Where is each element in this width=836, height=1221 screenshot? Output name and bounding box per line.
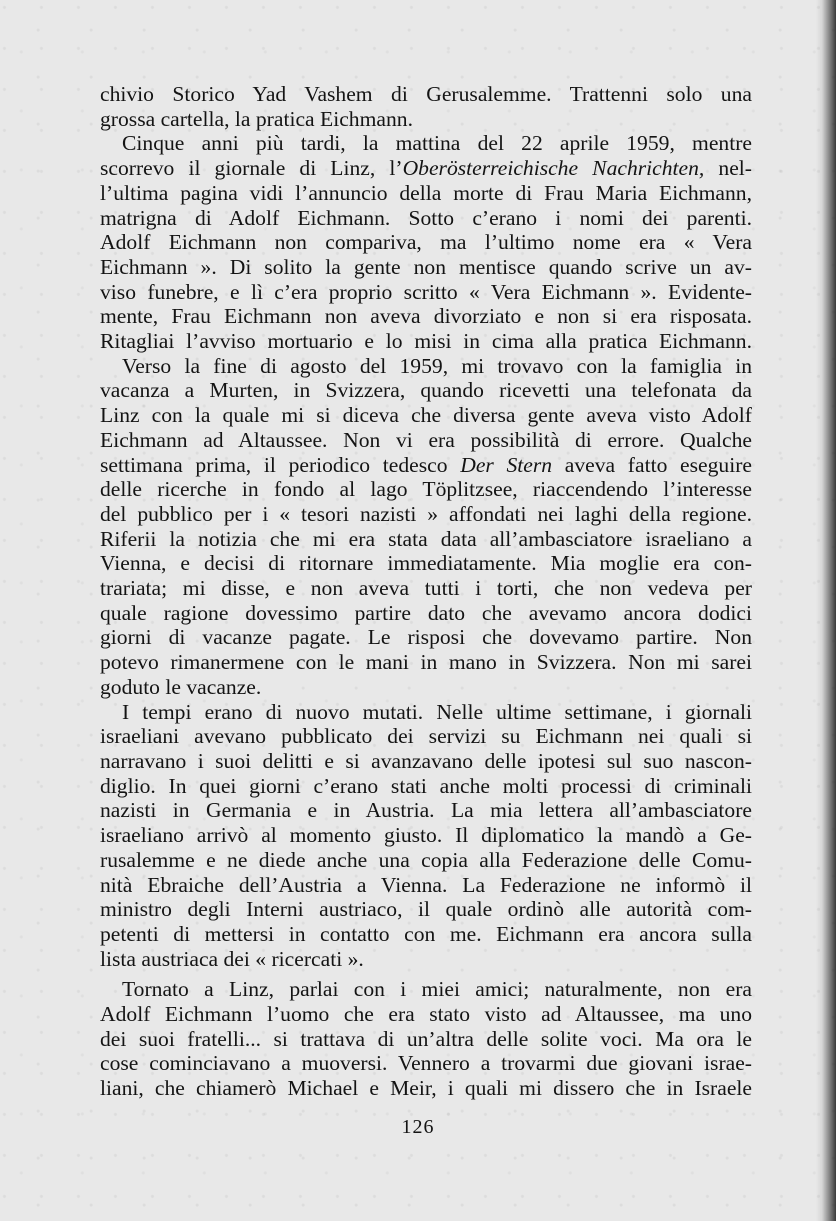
text-line: viso funebre, e lì c’era proprio scritto « Vera Eichmann ». Evidente- — [100, 279, 752, 304]
paragraph-first-line: Tornato a Linz, parlai con i miei amici; naturalmente, non era — [122, 977, 752, 1002]
text-line: narravano i suoi delitti e si avanzavano delle ipotesi sul suo nascon- — [100, 748, 752, 773]
text-line: Adolf Eichmann l’uomo che era stato visto ad Altaussee, ma uno — [100, 1002, 752, 1027]
text-line: nazisti in Germania e in Austria. La mia lettera all’ambasciatore — [100, 798, 752, 823]
text-line: dei suoi fratelli... si trattava di un’altra delle solite voci. Ma ora le — [100, 1026, 752, 1051]
paragraph-first-line: I tempi erano di nuovo mutati. Nelle ultime settimane, i giornali — [122, 699, 752, 724]
italic-title: Der Stern — [460, 452, 553, 477]
text-line: Eichmann ». Di solito la gente non mentisce quando scrive un av- — [100, 254, 752, 279]
text-line: liani, che chiamerò Michael e Meir, i quali mi dissero che in Israele — [100, 1076, 752, 1101]
text-line: trariata; mi disse, e non aveva tutti i torti, che non vedeva per — [100, 576, 752, 601]
binding-shadow — [816, 0, 836, 1221]
text-line: potevo rimanermene con le mani in mano in Svizzera. Non mi sarei — [100, 650, 752, 675]
text-line: lista austriaca dei « ricercati ». — [100, 946, 364, 971]
text-line: diglio. In quei giorni c’erano stati anche molti processi di criminali — [100, 773, 752, 798]
text-line: Vienna, e decisi di ritornare immediatamente. Mia moglie era con- — [100, 551, 752, 576]
text-line: grossa cartella, la pratica Eichmann. — [100, 106, 413, 131]
page-number: 126 — [401, 1116, 435, 1138]
text-line: Ritagliai l’avviso mortuario e lo misi in cima alla pratica Eichmann. — [100, 329, 752, 354]
text-line: israeliani avevano pubblicato dei servizi su Eichmann nei quali si — [100, 724, 752, 749]
text-line: israeliano arrivò al momento giusto. Il diplomatico la mandò a Ge- — [100, 823, 752, 848]
text-line: del pubblico per i « tesori nazisti » affondati nei laghi della regione. — [100, 501, 752, 526]
text-line: Linz con la quale mi si diceva che diversa gente aveva visto Adolf — [100, 403, 752, 428]
body-text — [100, 82, 752, 1101]
text-line: goduto le vacanze. — [100, 674, 262, 699]
text-line: l’ultima pagina vidi l’annuncio della morte di Frau Maria Eichmann, — [100, 180, 752, 205]
text-line: petenti di mettersi in contatto con me. Eichmann era ancora sulla — [100, 921, 752, 946]
text-line: Adolf Eichmann non compariva, ma l’ultimo nome era « Vera — [100, 230, 752, 255]
italic-title: Oberösterreichische Nachrichten, — [402, 156, 705, 181]
text-line: vacanza a Murten, in Svizzera, quando ricevetti una telefonata da — [100, 378, 752, 403]
text-line: settimana prima, il periodico tedesco Der Stern aveva fatto eseguire — [100, 452, 753, 477]
text-line: mente, Frau Eichmann non aveva divorziato e non si era risposata. — [100, 304, 752, 329]
text-line: scorrevo il giornale di Linz, l’Oberösterreichische Nachrichten, nel- — [100, 156, 752, 181]
paragraph-first-line: Cinque anni più tardi, la mattina del 22 aprile 1959, mentre — [122, 131, 752, 156]
text-line: Eichmann ad Altaussee. Non vi era possibilità di errore. Qualche — [100, 427, 752, 452]
text-line: matrigna di Adolf Eichmann. Sotto c’erano i nomi dei parenti. — [100, 205, 752, 230]
text-line: delle ricerche in fondo al lago Töplitzsee, riaccendendo l’interesse — [100, 477, 752, 502]
text-line: giorni di vacanze pagate. Le risposi che dovevamo partire. Non — [100, 625, 752, 650]
text-line: chivio Storico Yad Vashem di Gerusalemme. Trattenni solo una — [100, 82, 752, 106]
text-line: rusalemme e ne diede anche una copia alla Federazione delle Comu- — [100, 847, 752, 872]
text-line: nità Ebraiche dell’Austria a Vienna. La Federazione ne informò il — [100, 872, 752, 897]
text-line: ministro degli Interni austriaco, il quale ordinò alle autorità com- — [100, 897, 752, 922]
text-line: Riferii la notizia che mi era stata data all’ambasciatore israeliano a — [100, 526, 752, 551]
text-line: cose cominciavano a muoversi. Vennero a trovarmi due giovani israe- — [100, 1051, 752, 1076]
paragraph-first-line: Verso la fine di agosto del 1959, mi trovavo con la famiglia in — [122, 353, 752, 378]
text-line: quale ragione dovessimo partire dato che avevamo ancora dodici — [100, 600, 752, 625]
